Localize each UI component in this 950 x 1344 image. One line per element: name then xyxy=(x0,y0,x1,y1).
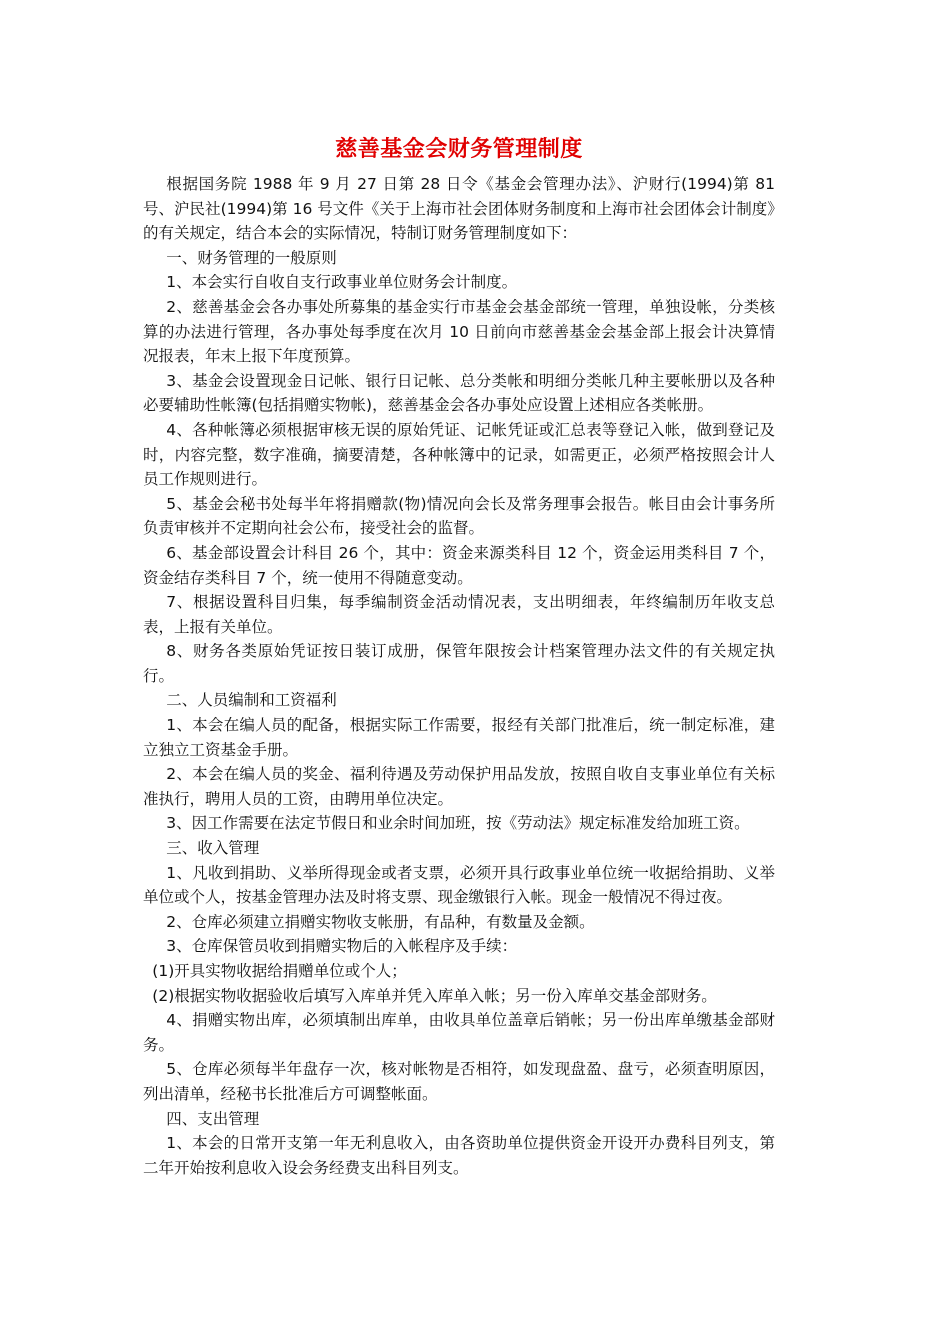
section-heading-4: 四、支出管理 xyxy=(166,1109,260,1128)
section-4-item-1: 1、本会的日常开支第一年无利息收入，由各资助单位提供资金开设开办费科目列支，第二年开始按利息收入设会务经费支出科目列支。 xyxy=(143,1134,775,1177)
section-heading-3: 三、收入管理 xyxy=(166,839,260,858)
document-title: 慈善基金会财务管理制度 xyxy=(335,137,583,162)
document-body xyxy=(143,172,775,1180)
section-1-item-1: 1、本会实行自收自支行政事业单位财务会计制度。 xyxy=(166,273,518,292)
section-1-item-3: 3、基金会设置现金日记帐、银行日记帐、总分类帐和明细分类帐几种主要帐册以及各种必要辅助性帐簿(包括捐赠实物帐)，慈善基金会各办事处应设置上述相应各类帐册。 xyxy=(143,371,775,415)
section-2-item-3: 3、因工作需要在法定节假日和业余时间加班，按《劳动法》规定标准发给加班工资。 xyxy=(166,814,750,833)
section-3-item-2: 2、仓库必须建立捐赠实物收支帐册，有品种，有数量及金额。 xyxy=(166,912,595,931)
section-2-item-1: 1、本会在编人员的配备，根据实际工作需要，报经有关部门批准后，统一制定标准，建立独立工资基金手册。 xyxy=(143,716,775,759)
section-1-item-2: 2、慈善基金会各办事处所募集的基金实行市基金会基金部统一管理，单独设帐，分类核算的办法进行管理，各办事处每季度在次月 10 日前向市慈善基金会基金部上报会计决算情况报表，年末上报下年度预算。 xyxy=(143,297,775,366)
section-2-item-2: 2、本会在编人员的奖金、福利待遇及劳动保护用品发放，按照自收自支事业单位有关标准执行，聘用人员的工资，由聘用单位决定。 xyxy=(143,765,775,808)
section-3-item-5: 5、仓库必须每半年盘存一次，核对帐物是否相符，如发现盘盈、盘亏，必须查明原因，列出清单，经秘书长批准后方可调整帐面。 xyxy=(143,1060,775,1103)
section-3-subitem-2: (2)根据实物收据验收后填写入库单并凭入库单入帐；另一份入库单交基金部财务。 xyxy=(152,986,717,1005)
section-1-item-8: 8、财务各类原始凭证按日装订成册，保管年限按会计档案管理办法文件的有关规定执行。 xyxy=(143,642,775,685)
section-3-item-1: 1、凡收到捐助、义举所得现金或者支票，必须开具行政事业单位统一收据给捐助、义举单位或个人，按基金管理办法及时将支票、现金缴银行入帐。现金一般情况不得过夜。 xyxy=(143,863,775,907)
section-3-subitem-1: (1)开具实物收据给捐赠单位或个人； xyxy=(152,962,407,980)
section-heading-1: 一、财务管理的一般原则 xyxy=(166,248,337,267)
section-3-item-3: 3、仓库保管员收到捐赠实物后的入帐程序及手续： xyxy=(166,937,518,956)
section-3-item-4: 4、捐赠实物出库，必须填制出库单，由收具单位盖章后销帐；另一份出库单缴基金部财务。 xyxy=(143,1011,775,1054)
section-1-item-5: 5、基金会秘书处每半年将捐赠款(物)情况向会长及常务理事会报告。帐目由会计事务所负责审核并不定期向社会公布，接受社会的监督。 xyxy=(143,494,775,538)
section-heading-2: 二、人员编制和工资福利 xyxy=(166,691,337,710)
section-1-item-6: 6、基金部设置会计科目 26 个，其中：资金来源类科目 12 个，资金运用类科目 7 个，资金结存类科目 7 个，统一使用不得随意变动。 xyxy=(143,543,775,587)
section-1-item-7: 7、根据设置科目归集，每季编制资金活动情况表，支出明细表，年终编制历年收支总表，上报有关单位。 xyxy=(143,593,775,636)
section-1-item-4: 4、各种帐簿必须根据审核无误的原始凭证、记帐凭证或汇总表等登记入帐，做到登记及时，内容完整，数字准确，摘要清楚，各种帐簿中的记录，如需更正，必须严格按照会计人员工作规则进行。 xyxy=(143,420,775,489)
document-page xyxy=(143,132,775,1180)
intro-paragraph: 根据国务院 1988 年 9 月 27 日第 28 日令《基金会管理办法》、沪财行(1994)第 81 号、沪民社(1994)第 16 号文件《关于上海市社会团体财务制度和上海市社会团体会计制度》的有关规定，结合本会的实际情况，特制订财务管理制度如下： xyxy=(143,175,775,243)
